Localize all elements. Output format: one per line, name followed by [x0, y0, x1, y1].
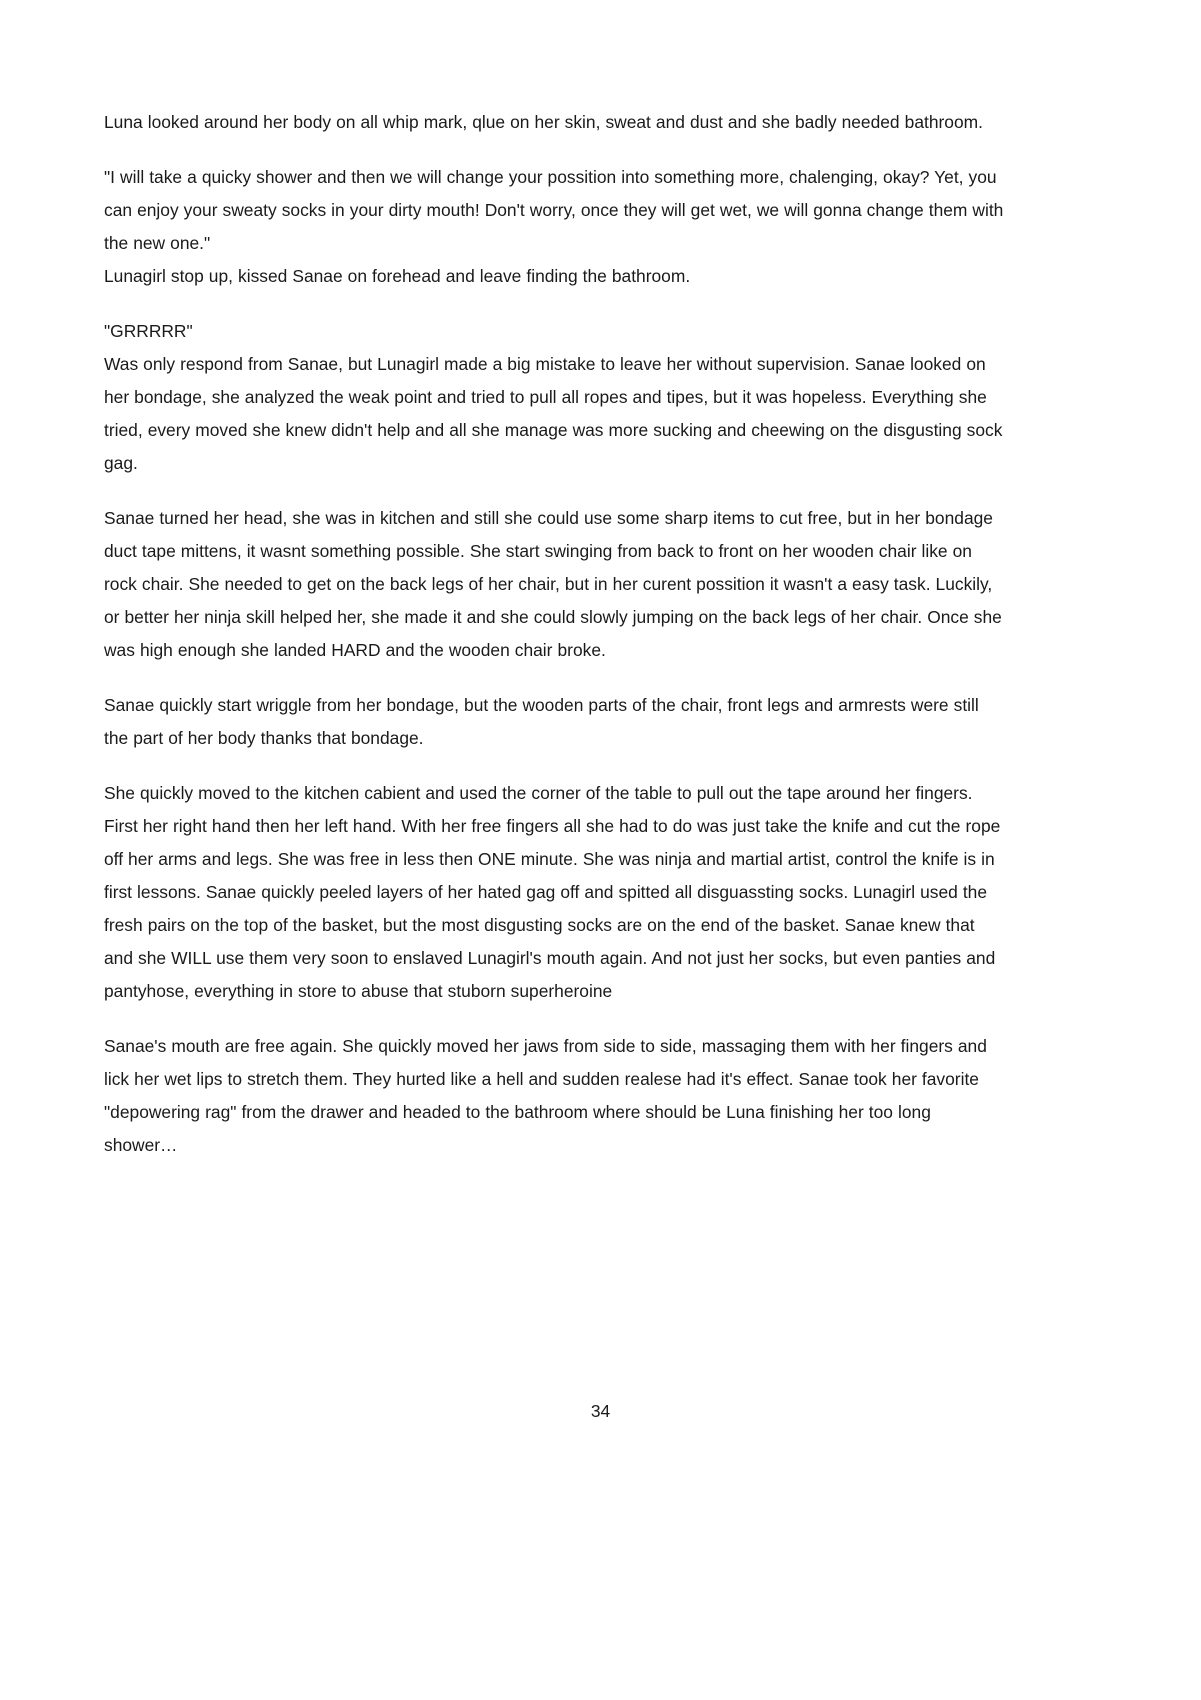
- paragraph-5: Was only respond from Sanae, but Lunagirl made a big mistake to leave her without supervision. Sanae looked on her bondage, she analyzed the weak point and tried to pull all ropes and tipes, but it was hopeless. Everything she tried, every moved she knew didn't help and all she manage was more sucking and cheewing on the disgusting sock gag.: [104, 354, 1003, 473]
- paragraph-6: Sanae turned her head, she was in kitchen and still she could use some sharp items to cut free, but in her bondage duct tape mittens, it wasnt something possible. She start swinging from back to front on her wooden chair like on rock chair. She needed to get on the back legs of her chair, but in her curent possition it wasn't a easy task. Luckily, or better her ninja skill helped her, she made it and she could slowly jumping on the back legs of her chair. Once she was high enough she landed HARD and the wooden chair broke.: [104, 508, 1002, 660]
- paragraph-4: "GRRRRR": [104, 321, 193, 341]
- paragraph-3: Lunagirl stop up, kissed Sanae on forehead and leave finding the bathroom.: [104, 266, 691, 286]
- paragraph-9: Sanae's mouth are free again. She quickly moved her jaws from side to side, massaging them with her fingers and lick her wet lips to stretch them. They hurted like a hell and sudden realese had it's effect. Sanae took her favorite "depowering rag" from the drawer and headed to the bathroom where should be Luna finishing her too long shower…: [104, 1036, 987, 1155]
- paragraph-7: Sanae quickly start wriggle from her bondage, but the wooden parts of the chair, front legs and armrests were still the part of her body thanks that bondage.: [104, 695, 979, 748]
- paragraph-1: Luna looked around her body on all whip mark, qlue on her skin, sweat and dust and she badly needed bathroom.: [104, 112, 983, 132]
- paragraph-8: She quickly moved to the kitchen cabient and used the corner of the table to pull out the tape around her fingers. First her right hand then her left hand. With her free fingers all she had to do was just take the knife and cut the rope off her arms and legs. She was free in less then ONE minute. She was ninja and martial artist, control the knife is in first lessons. Sanae quickly peeled layers of her hated gag off and spitted all disguassting socks. Lunagirl used the fresh pairs on the top of the basket, but the most disgusting socks are on the end of the basket. Sanae knew that and she WILL use them very soon to enslaved Lunagirl's mouth again. And not just her socks, but even panties and pantyhose, everything in store to abuse that stuborn superheroine: [104, 783, 1001, 1001]
- paragraph-2: "I will take a quicky shower and then we will change your possition into something more, chalenging, okay? Yet, you can enjoy your sweaty socks in your dirty mouth! Don't worry, once they will get wet, we will gonna change them with the new one.": [104, 167, 1004, 253]
- page-number: 34: [590, 1401, 611, 1421]
- page-body-text: [104, 106, 1004, 1184]
